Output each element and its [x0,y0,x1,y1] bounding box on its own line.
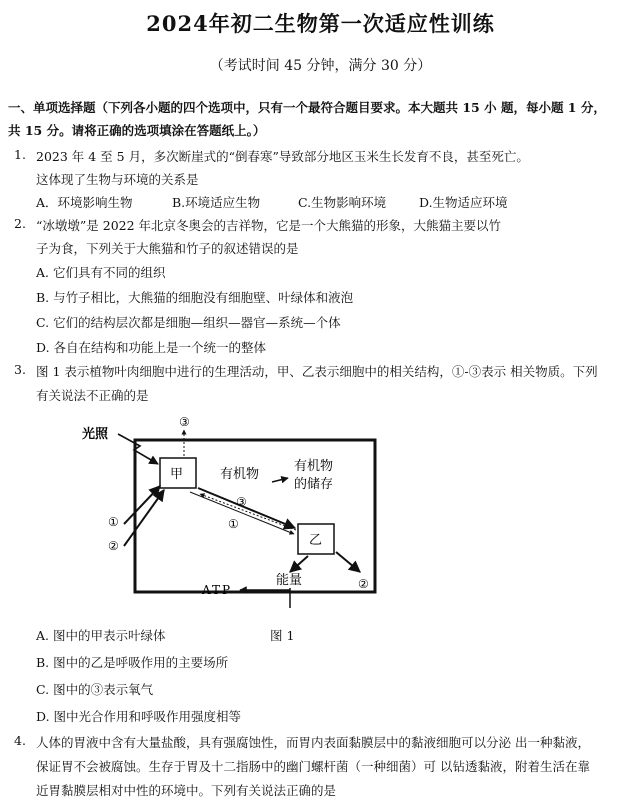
q1-option-a: A．环境影响生物 [36,195,133,210]
q1-number: 1. [14,147,26,162]
q3-option-d: D. 图中光合作用和呼吸作用强度相等 [36,709,242,724]
figure-caption: 图 1 [270,628,295,643]
q2-option-a: A. 它们具有不同的组织 [36,265,166,280]
q3-stem-line2: 有关说法不正确的是 [36,388,149,403]
cell-process-diagram [80,412,380,612]
q1-stem-line2: 这体现了生物与环境的关系是 [36,172,199,187]
q4-stem-line1: 人体的胃液中含有大量盐酸，具有强腐蚀性，而胃内表面黏膜层中的黏液细胞可以分泌 出一种黏液， [36,735,590,750]
q2-stem-line2: 子为食，下列关于大熊猫和竹子的叙述错误的是 [36,241,299,256]
q4-stem-line3: 近胃黏膜层相对中性的环境中。下列有关说法正确的是 [36,783,337,798]
energy-label: 能量 [276,573,303,588]
q4-stem-line2: 保证胃不会被腐蚀。生存于胃及十二指肠中的幽门螺杆菌（一种细菌）可 以钻透黏液，附着生活在靠 [36,759,590,774]
substance-1-mid: ① [228,517,239,531]
q2-option-b: B. 与竹子相比，大熊猫的细胞没有细胞壁、叶绿体和液泡 [36,290,354,305]
q3-number: 3. [14,362,26,377]
q1-option-b: B.环境适应生物 [172,195,261,210]
q2-stem-line1: “冰墩墩”是 2022 年北京冬奥会的吉祥物，它是一个大熊猫的形象，大熊猫主要以竹 [36,218,502,233]
q2-option-c: C. 它们的结构层次都是细胞—组织—器官—系统—个体 [36,315,341,330]
exam-info: （考试时间 45 分钟，满分 30 分） [209,58,432,74]
q1-option-c: C.生物影响环境 [298,195,387,210]
light-label: 光照 [82,427,109,442]
substance-2-left: ② [108,539,119,553]
substance-1-left: ① [108,515,119,529]
q3-option-c: C. 图中的③表示氧气 [36,682,154,697]
q1-stem-line1: 2023 年 4 至 5 月，多次断崖式的“倒春寒”导致部分地区玉米生长发育不良，甚至死亡。 [36,149,529,164]
q2-option-d: D. 各自在结构和功能上是一个统一的整体 [36,340,267,355]
substance-3-top: ③ [179,415,190,429]
storage-label-2: 的储存 [294,477,334,492]
storage-label-1: 有机物 [294,459,334,474]
q2-number: 2. [14,216,26,231]
q3-stem-line1: 图 1 表示植物叶肉细胞中进行的生理活动，甲、乙表示细胞中的相关结构，①-③表示 相关物质。下列 [36,364,598,379]
structure-jia-label: 甲 [170,467,184,482]
q4-number: 4. [14,733,26,748]
substance-2-right: ② [358,577,369,591]
q3-option-b: B. 图中的乙是呼吸作用的主要场所 [36,655,229,670]
page-title: 2024年初二生物第一次适应性训练 [146,11,495,36]
structure-yi-label: 乙 [309,533,323,548]
substance-3-mid: ③ [236,495,247,509]
q3-option-a: A. 图中的甲表示叶绿体 [36,628,166,643]
atp-label: ATP [202,583,233,597]
section-instruction-line2: 共 15 分。请将正确的选项填涂在答题纸上。） [8,123,266,138]
section-instruction-line1: 一、单项选择题（下列各小题的四个选项中，只有一个最符合题目要求。本大题共 15 小 题，每小题 1 分， [8,100,606,115]
organic-label: 有机物 [220,467,260,482]
q1-option-d: D.生物适应环境 [419,195,508,210]
